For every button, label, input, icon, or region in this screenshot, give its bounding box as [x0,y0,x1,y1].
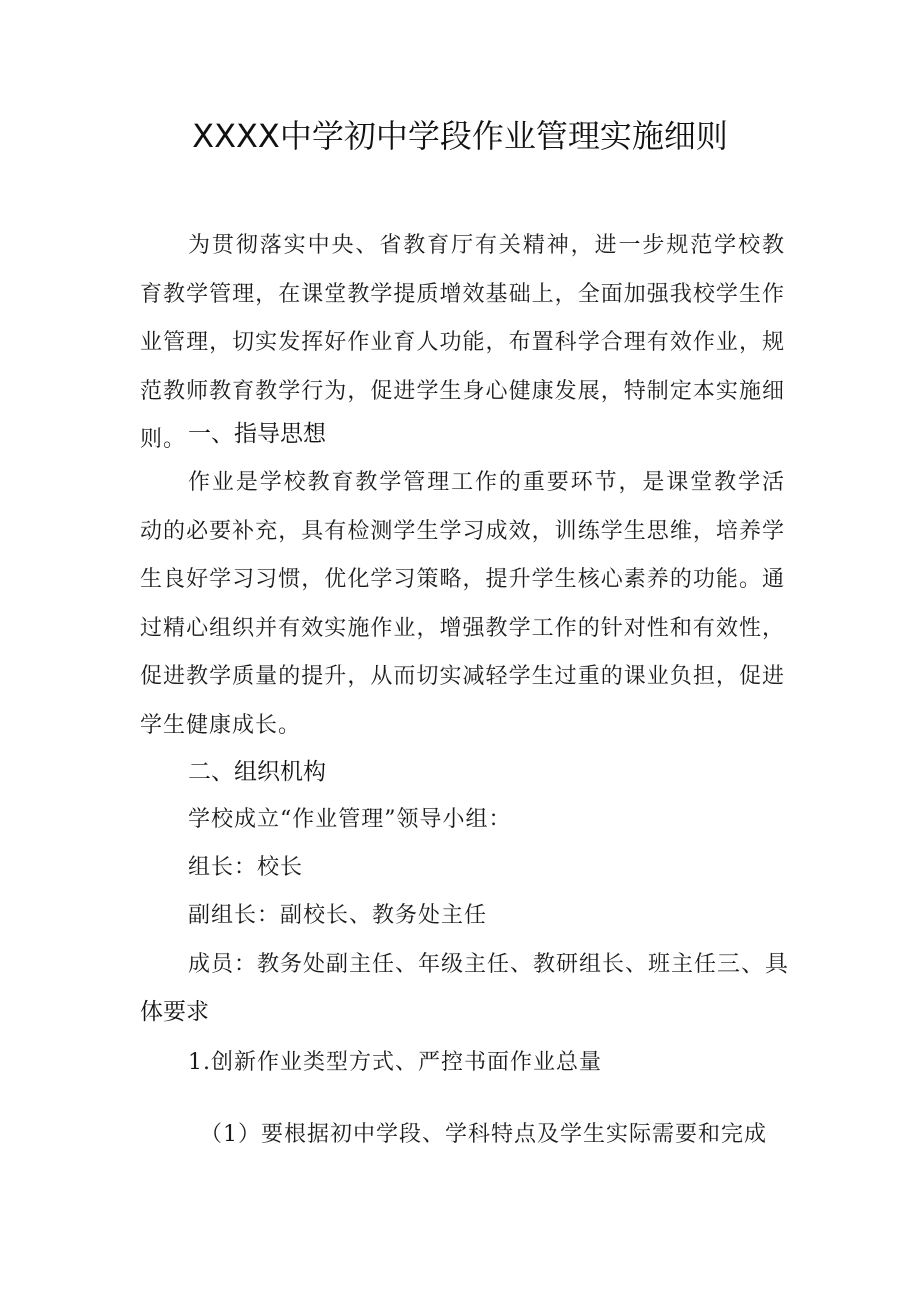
requirement-item-1-sub-1: （1）要根据初中学段、学科特点及学生实际需要和完成 [200,1122,767,1147]
org-members-line [188,944,789,985]
org-members-text: 成员：教务处副主任、年级主任、教研组长、班主任 [188,952,718,977]
org-deputy-line: 副组长：副校长、教务处主任 [188,903,488,928]
section-3-heading-start: 三、具 [717,951,790,977]
requirement-item-1: 1.创新作业类型方式、严控书面作业总量 [188,1050,602,1075]
org-leader-line: 组长：校长 [188,855,304,880]
document-title: XXXX中学初中学段作业管理实施细则 [192,117,728,155]
section-3-heading-end: 体要求 [140,999,209,1025]
intro-paragraph: 为贯彻落实中央、省教育厅有关精神，进一步规范学校教育教学管理，在课堂教学提质增效基础上，全面加强我校学生作业管理，切实发挥好作业育人功能，布置科学合理有效作业，规范教师教育教学行为，促进学生身心健康发展，特制定本实施细则。 [140,233,785,452]
section-2-heading: 二、组织机构 [188,759,326,785]
org-intro-line: 学校成立“作业管理”领导小组： [188,807,512,832]
section-1-paragraph: 作业是学校教育教学管理工作的重要环节，是课堂教学活动的必要补充，具有检测学生学习成效，训练学生思维，培养学生良好学习习惯，优化学习策略，提升学生核心素养的功能。通过精心组织并有效实施作业，增强教学工作的针对性和有效性，促进教学质量的提升，从而切实减轻学生过重的课业负担，促进学生健康成长。 [140,470,785,738]
section-1-heading: 一、指导思想 [188,421,326,447]
